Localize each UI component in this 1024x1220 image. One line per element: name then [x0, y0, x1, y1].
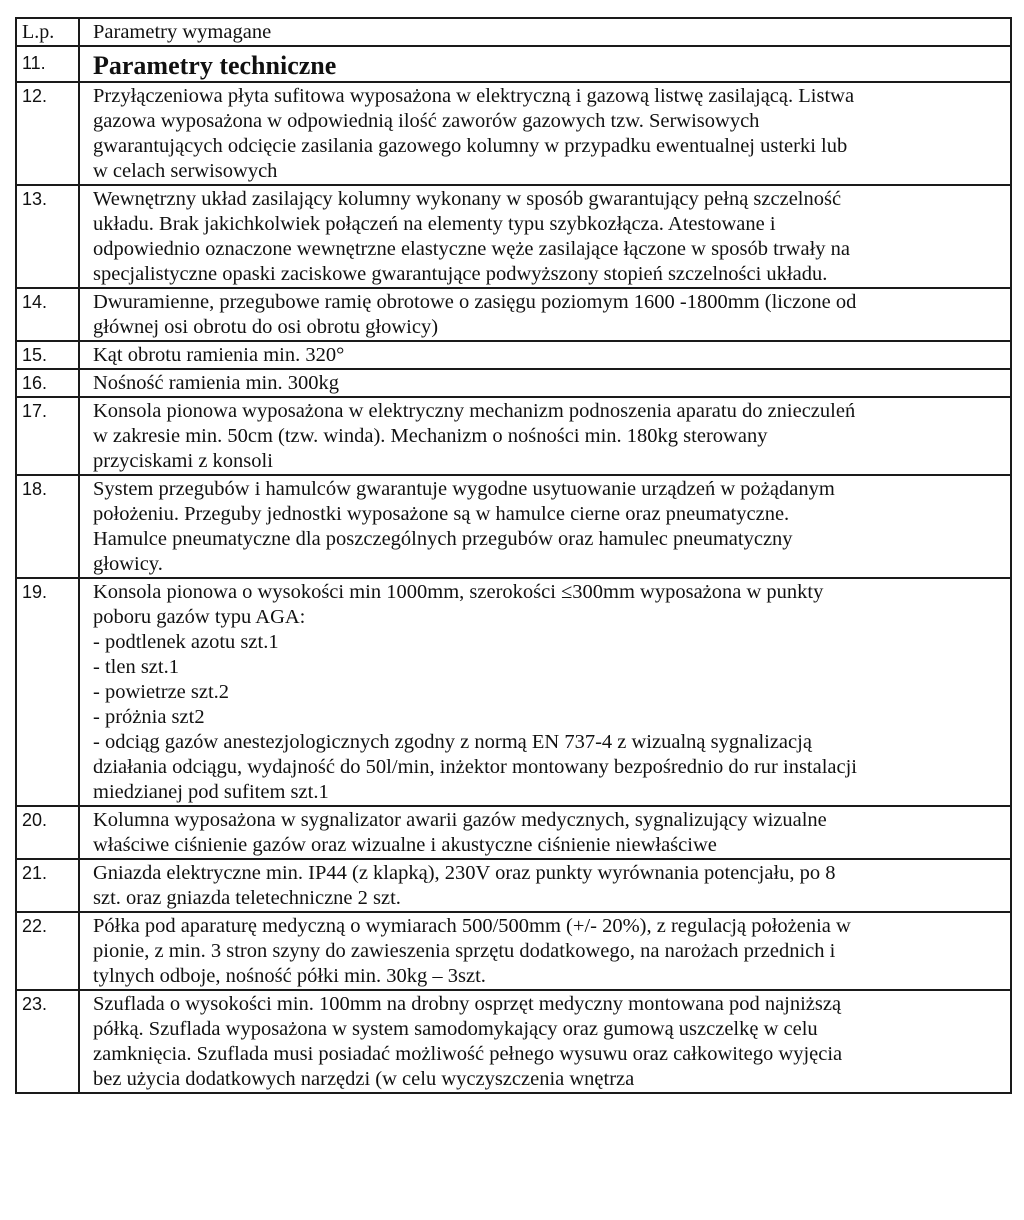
description-line: odpowiednio oznaczone wewnętrzne elastyczne węże zasilające łączone w sposób trwały na	[93, 238, 851, 260]
description-line: w celach serwisowych	[93, 160, 278, 182]
description-line: Przyłączeniowa płyta sufitowa wyposażona w elektryczną i gazową listwę zasilającą. Listwa	[93, 85, 855, 107]
row-description	[79, 475, 1011, 578]
description-line: pionie, z min. 3 stron szyny do zawieszenia sprzętu dodatkowego, na narożach przednich i	[93, 940, 836, 962]
table-row	[16, 185, 1011, 288]
description-line: głowicy.	[93, 553, 163, 575]
description-line: przyciskami z konsoli	[93, 450, 273, 472]
description-line: Konsola pionowa o wysokości min 1000mm, szerokości ≤300mm wyposażona w punkty	[93, 581, 824, 603]
description-line: szt. oraz gniazda teletechniczne 2 szt.	[93, 887, 401, 909]
description-line: System przegubów i hamulców gwarantuje wygodne usytuowanie urządzeń w pożądanym	[93, 478, 835, 500]
description-line: gazowa wyposażona w odpowiednią ilość zaworów gazowych tzw. Serwisowych	[93, 110, 760, 132]
description-line: - odciąg gazów anestezjologicznych zgodny z normą EN 737-4 z wizualną sygnalizacją	[93, 731, 812, 753]
description-line: Wewnętrzny układ zasilający kolumny wykonany w sposób gwarantujący pełną szczelność	[93, 188, 842, 210]
description-line: Hamulce pneumatyczne dla poszczególnych przegubów oraz hamulec pneumatyczny	[93, 528, 793, 550]
description-line: zamknięcia. Szuflada musi posiadać możliwość pełnego wysuwu oraz całkowitego wyjęcia	[93, 1043, 843, 1065]
description-line: tylnych odboje, nośność półki min. 30kg – 3szt.	[93, 965, 486, 987]
description-line: Nośność ramienia min. 300kg	[93, 372, 339, 394]
description-line: - tlen szt.1	[93, 656, 179, 678]
row-description	[79, 859, 1011, 912]
description-line: miedzianej pod sufitem szt.1	[93, 781, 329, 803]
description-line: Półka pod aparaturę medyczną o wymiarach 500/500mm (+/- 20%), z regulacją położenia w	[93, 915, 851, 937]
row-number: 22.	[16, 912, 79, 990]
description-line: Kąt obrotu ramienia min. 320°	[93, 344, 345, 366]
description-line: w zakresie min. 50cm (tzw. winda). Mechanizm o nośności min. 180kg sterowany	[93, 425, 768, 447]
table-row	[16, 912, 1011, 990]
row-number: 13.	[16, 185, 79, 288]
section-title: Parametry techniczne	[79, 46, 1011, 82]
description-line: poboru gazów typu AGA:	[93, 606, 306, 628]
description-line: Konsola pionowa wyposażona w elektryczny mechanizm podnoszenia aparatu do znieczuleń	[93, 400, 856, 422]
row-description	[79, 341, 1011, 369]
description-line: bez użycia dodatkowych narzędzi (w celu wyczyszczenia wnętrza	[93, 1068, 635, 1090]
section-heading-row	[16, 46, 1011, 82]
header-params-cell: Parametry wymagane	[79, 18, 1011, 46]
row-description	[79, 397, 1011, 475]
row-description	[79, 369, 1011, 397]
row-description	[79, 806, 1011, 859]
table-header-row	[16, 18, 1011, 46]
description-line: specjalistyczne opaski zaciskowe gwarantujące podwyższony stopień szczelności układu.	[93, 263, 828, 285]
table-row	[16, 288, 1011, 341]
row-description	[79, 82, 1011, 185]
description-line: - podtlenek azotu szt.1	[93, 631, 279, 653]
row-description	[79, 990, 1011, 1093]
description-line: głównej osi obrotu do osi obrotu głowicy)	[93, 316, 439, 338]
table-row	[16, 82, 1011, 185]
section-number: 11.	[16, 46, 79, 82]
row-description	[79, 288, 1011, 341]
table-row	[16, 859, 1011, 912]
row-number: 18.	[16, 475, 79, 578]
description-line: Dwuramienne, przegubowe ramię obrotowe o zasięgu poziomym 1600 -1800mm (liczone od	[93, 291, 857, 313]
row-description	[79, 185, 1011, 288]
table-row	[16, 475, 1011, 578]
table-row	[16, 397, 1011, 475]
table-row	[16, 369, 1011, 397]
description-line: położeniu. Przeguby jednostki wyposażone są w hamulce cierne oraz pneumatyczne.	[93, 503, 790, 525]
description-line: układu. Brak jakichkolwiek połączeń na elementy typu szybkozłącza. Atestowane i	[93, 213, 776, 235]
technical-parameters-table	[15, 17, 1012, 1094]
description-line: Gniazda elektryczne min. IP44 (z klapką), 230V oraz punkty wyrównania potencjału, po 8	[93, 862, 836, 884]
description-line: Szuflada o wysokości min. 100mm na drobny osprzęt medyczny montowana pod najniższą	[93, 993, 842, 1015]
header-lp-cell: L.p.	[16, 18, 79, 46]
description-line: gwarantujących odcięcie zasilania gazowego kolumny w przypadku ewentualnej usterki lub	[93, 135, 848, 157]
row-number: 16.	[16, 369, 79, 397]
description-line: półką. Szuflada wyposażona w system samodomykający oraz gumową uszczelkę w celu	[93, 1018, 818, 1040]
row-number: 14.	[16, 288, 79, 341]
row-number: 19.	[16, 578, 79, 806]
row-description	[79, 578, 1011, 806]
row-number: 15.	[16, 341, 79, 369]
description-line: Kolumna wyposażona w sygnalizator awarii gazów medycznych, sygnalizujący wizualne	[93, 809, 827, 831]
table-row	[16, 578, 1011, 806]
description-line: właściwe ciśnienie gazów oraz wizualne i akustyczne ciśnienie niewłaściwe	[93, 834, 717, 856]
description-line: działania odciągu, wydajność do 50l/min, inżektor montowany bezpośrednio do rur instalacji	[93, 756, 857, 778]
table-row	[16, 806, 1011, 859]
row-number: 21.	[16, 859, 79, 912]
description-line: - próżnia szt2	[93, 706, 205, 728]
row-number: 20.	[16, 806, 79, 859]
row-number: 23.	[16, 990, 79, 1093]
row-description	[79, 912, 1011, 990]
table-row	[16, 341, 1011, 369]
table-body	[16, 18, 1011, 1093]
row-number: 17.	[16, 397, 79, 475]
table-row	[16, 990, 1011, 1093]
row-number: 12.	[16, 82, 79, 185]
description-line: - powietrze szt.2	[93, 681, 230, 703]
